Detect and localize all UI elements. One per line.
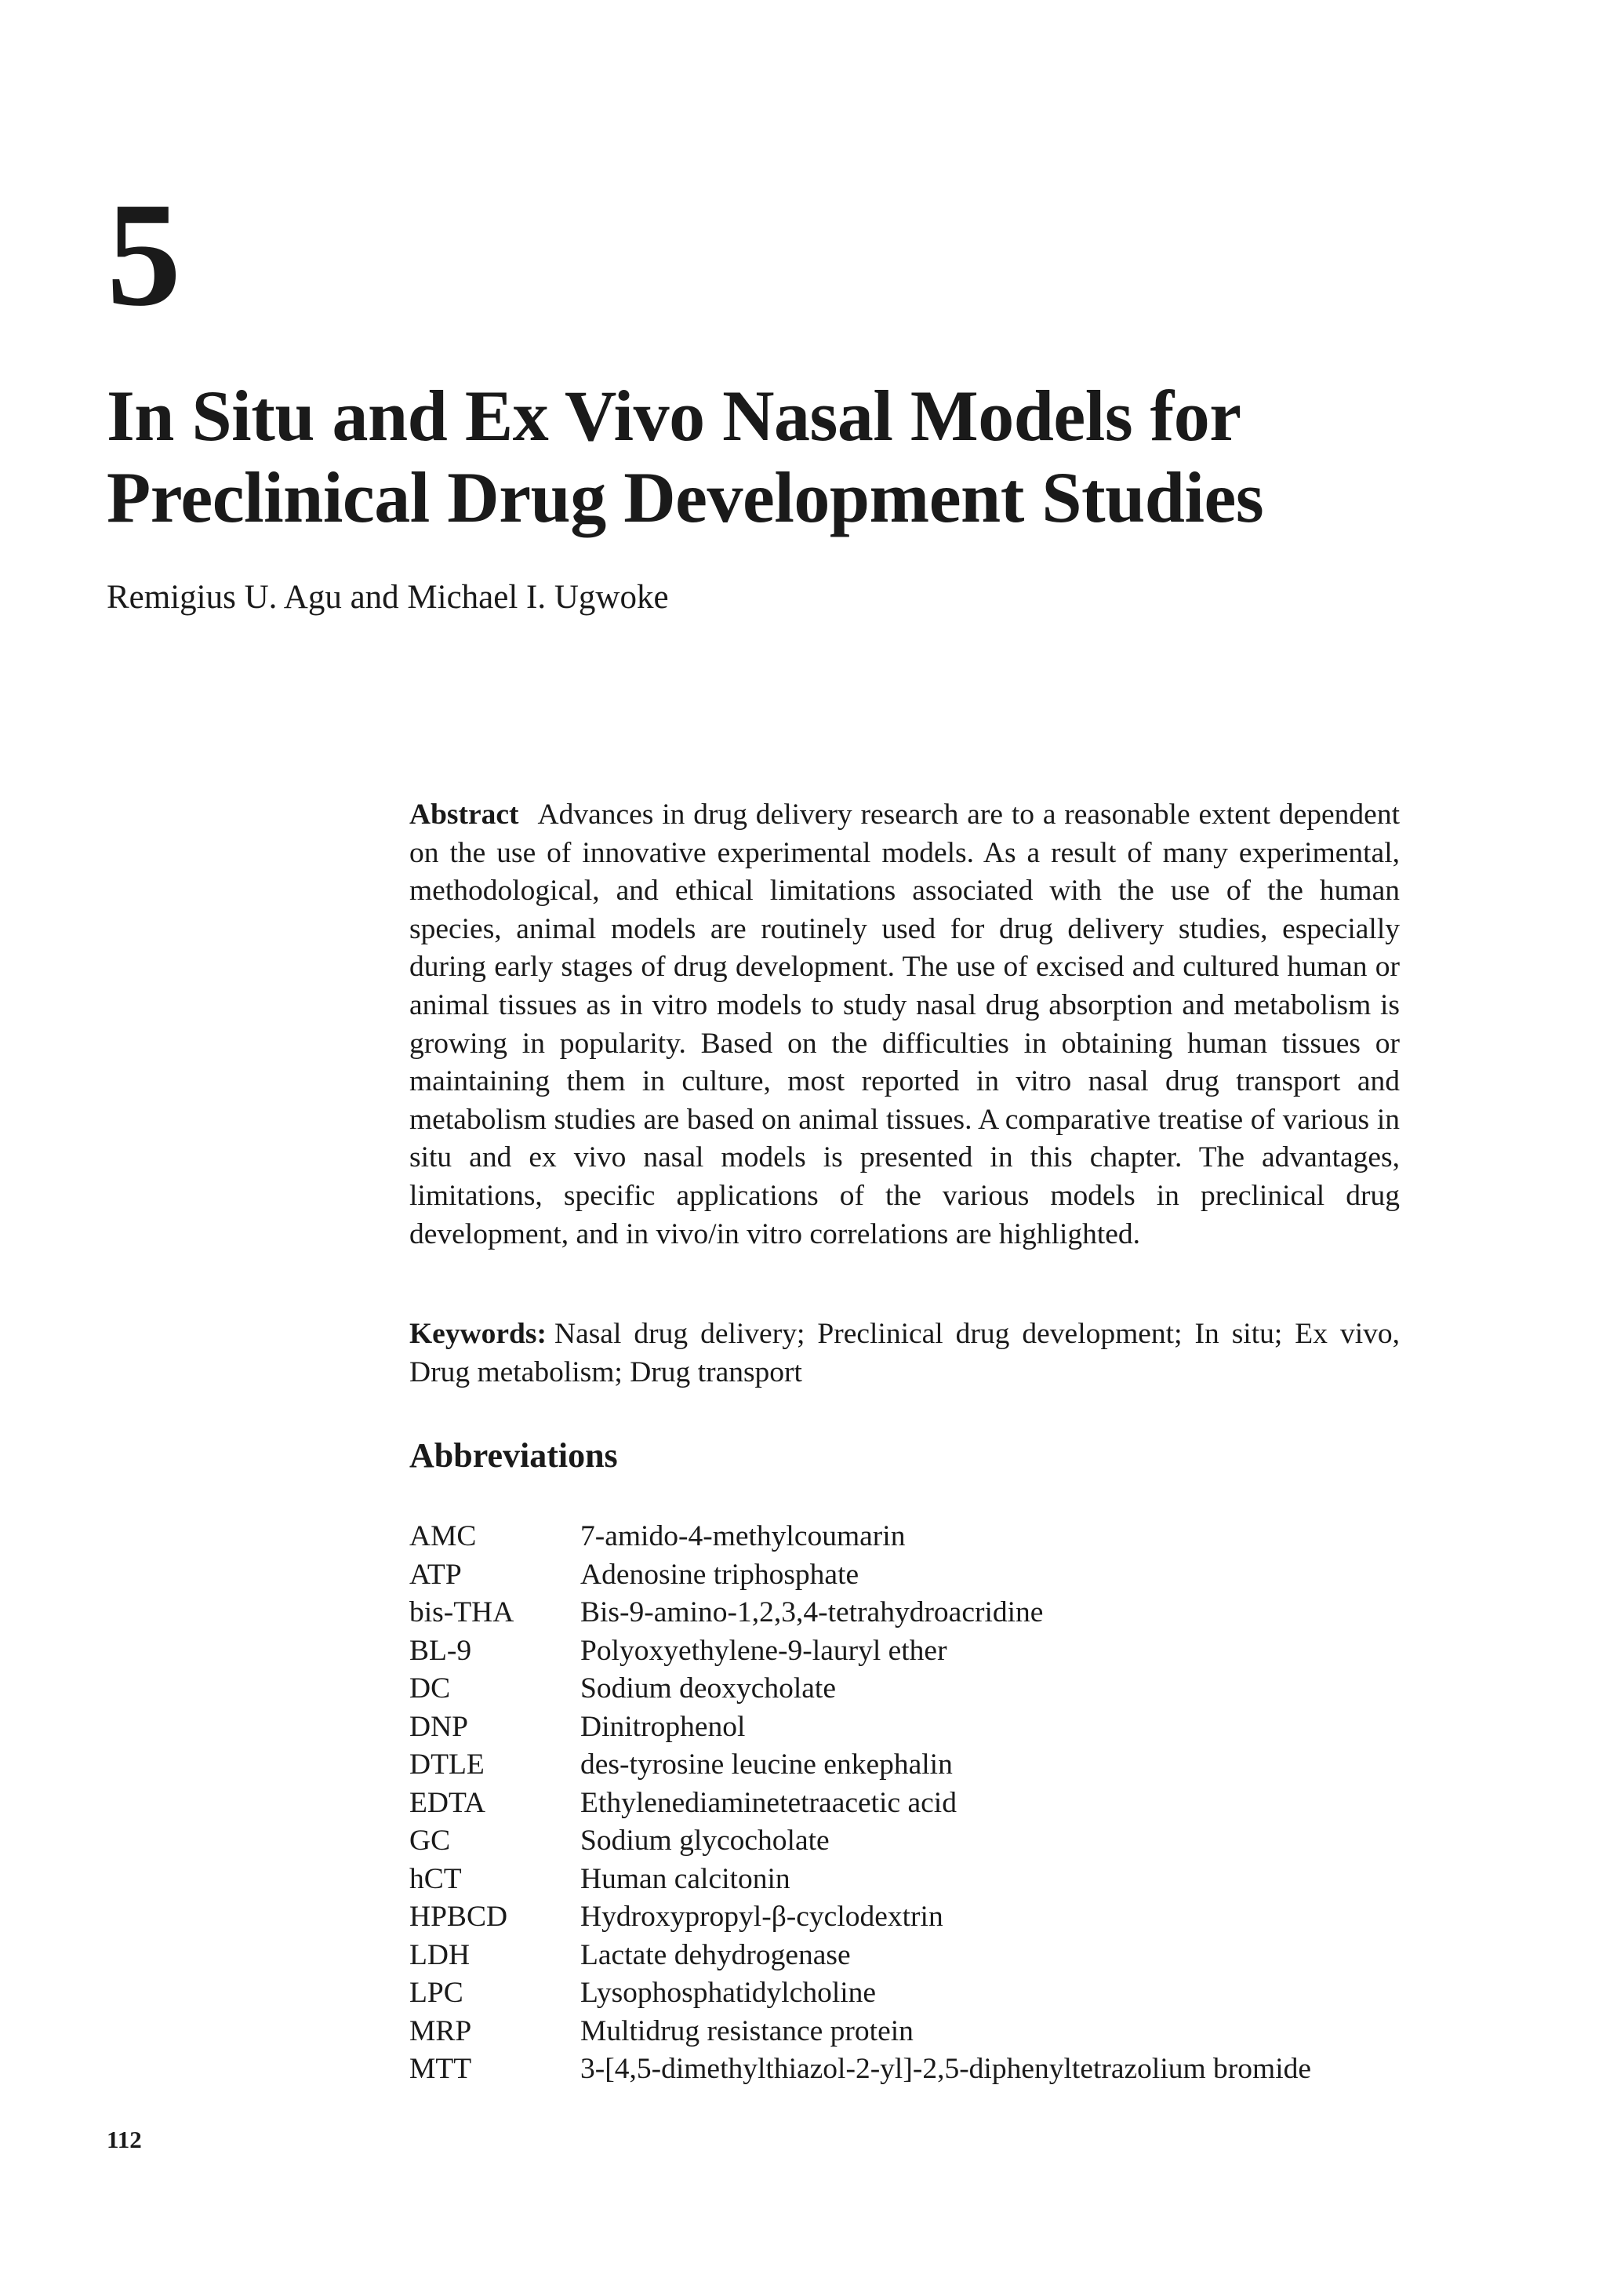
chapter-title-line-1: In Situ and Ex Vivo Nasal Models for xyxy=(107,376,1241,456)
page-number: 112 xyxy=(107,2126,142,2153)
abbreviation-term: AMC xyxy=(409,1520,477,1552)
abbreviation-definition: Bis-9-amino-1,2,3,4-tetrahydroacridine xyxy=(580,1596,1044,1628)
abbreviation-term: DTLE xyxy=(409,1748,485,1781)
abbreviation-definition: Human calcitonin xyxy=(580,1862,790,1895)
abbreviation-term: MRP xyxy=(409,2014,472,2047)
abbreviation-term: ATP xyxy=(409,1558,462,1591)
keywords xyxy=(409,1315,1400,1392)
chapter-title xyxy=(107,375,1518,538)
abbreviation-row xyxy=(409,1898,1429,1937)
authors: Remigius U. Agu and Michael I. Ugwoke xyxy=(107,579,669,616)
abbreviation-row xyxy=(409,2050,1429,2089)
abbreviation-term: DNP xyxy=(409,1710,469,1743)
abbreviation-definition: Hydroxypropyl-β-cyclodextrin xyxy=(580,1901,943,1933)
keywords-text: Nasal drug delivery; Preclinical drug development; In situ; Ex vivo, Drug metabolism; Drug transport xyxy=(409,1318,1400,1388)
abbreviation-term: EDTA xyxy=(409,1786,485,1819)
chapter-number: 5 xyxy=(107,173,181,337)
abbreviation-definition: Sodium glycocholate xyxy=(580,1825,830,1857)
abbreviation-row xyxy=(409,1556,1429,1595)
abbreviation-term: BL-9 xyxy=(409,1634,472,1667)
abbreviations-list xyxy=(409,1518,1429,2089)
abbreviation-definition: des-tyrosine leucine enkephalin xyxy=(580,1748,953,1781)
abbreviation-term: DC xyxy=(409,1672,451,1705)
abbreviation-row xyxy=(409,1822,1429,1861)
abstract xyxy=(409,796,1400,1254)
abbreviation-row xyxy=(409,1937,1429,1975)
abbreviation-term: HPBCD xyxy=(409,1901,508,1933)
abbreviation-row xyxy=(409,1974,1429,2013)
abbreviation-definition: Adenosine triphosphate xyxy=(580,1558,859,1591)
abbreviation-term: LDH xyxy=(409,1938,471,1971)
abstract-label: Abstract xyxy=(409,799,519,831)
abstract-text: Advances in drug delivery research are to a reasonable extent dependent on the use of innovative experimental models. As a result of many experimental, methodological, and ethical limitations associated with the use of the human species, animal models are routinely used for drug delivery studies, especially during early stages of drug development. The use of excised and cultured human or animal tissues as in vitro models to study nasal drug absorption and metabolism is growing in popularity. Based on the difficulties in obtaining human tissues or maintaining them in culture, most reported in vitro nasal drug transport and metabolism studies are based on animal tissues. A comparative treatise of various in situ and ex vivo nasal models is presented in this chapter. The advantages, limitations, specific applications of the various models in preclinical drug development, and in vivo/in vitro correlations are highlighted. xyxy=(409,799,1400,1250)
abbreviation-row xyxy=(409,2013,1429,2051)
keywords-label: Keywords: xyxy=(409,1318,547,1350)
abbreviation-term: hCT xyxy=(409,1862,462,1895)
abbreviation-row xyxy=(409,1594,1429,1632)
abbreviations-heading: Abbreviations xyxy=(409,1436,618,1475)
abbreviation-row xyxy=(409,1670,1429,1708)
abbreviation-definition: Multidrug resistance protein xyxy=(580,2014,914,2047)
abbreviation-definition: Dinitrophenol xyxy=(580,1710,746,1743)
abbreviation-definition: Lysophosphatidylcholine xyxy=(580,1977,877,2009)
abbreviation-row xyxy=(409,1746,1429,1785)
abbreviation-definition: Lactate dehydrogenase xyxy=(580,1938,851,1971)
chapter-title-line-2: Preclinical Drug Development Studies xyxy=(107,457,1264,537)
abbreviation-term: GC xyxy=(409,1825,451,1857)
abbreviation-term: LPC xyxy=(409,1977,463,2009)
abbreviation-term: MTT xyxy=(409,2053,472,2085)
abbreviation-row xyxy=(409,1632,1429,1671)
abbreviation-definition: 7-amido-4-methylcoumarin xyxy=(580,1520,906,1552)
abbreviation-row xyxy=(409,1861,1429,1899)
abbreviation-definition: Ethylenediaminetetraacetic acid xyxy=(580,1786,957,1819)
abbreviation-definition: Sodium deoxycholate xyxy=(580,1672,836,1705)
abbreviation-row xyxy=(409,1785,1429,1823)
abbreviation-definition: 3-[4,5-dimethylthiazol-2-yl]-2,5-diphenyltetrazolium bromide xyxy=(580,2053,1312,2085)
abbreviation-definition: Polyoxyethylene-9-lauryl ether xyxy=(580,1634,947,1667)
abbreviation-row xyxy=(409,1708,1429,1747)
abbreviation-term: bis-THA xyxy=(409,1596,514,1628)
abbreviation-row xyxy=(409,1518,1429,1556)
